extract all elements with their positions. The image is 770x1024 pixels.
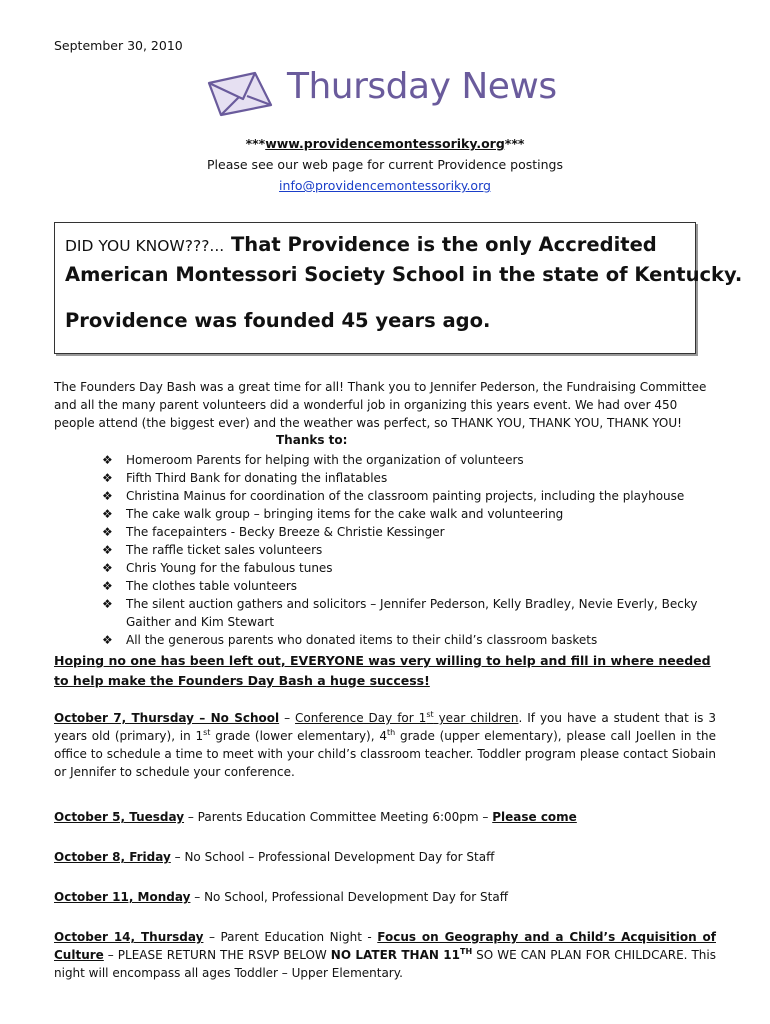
list-item: ❖ The clothes table volunteers [102, 579, 298, 593]
diamond-bullet-icon: ❖ [102, 489, 113, 503]
did-you-know-line1: DID YOU KNOW???... That Providence is the only Accredited [65, 233, 657, 256]
did-you-know-box [54, 222, 743, 354]
website-note: Please see our web page for current Providence postings [207, 157, 563, 172]
diamond-bullet-icon: ❖ [102, 561, 113, 575]
website-line: ***www.providencemontessoriky.org*** [245, 136, 525, 151]
diamond-bullet-icon: ❖ [102, 543, 113, 557]
list-item: ❖ Fifth Third Bank for donating the inflatables [102, 471, 388, 485]
diamond-bullet-icon: ❖ [102, 525, 113, 539]
list-item: ❖ Homeroom Parents for helping with the organization of volunteers [102, 453, 524, 467]
event-oct8: October 8, Friday – No School – Professional Development Day for Staff [54, 850, 495, 864]
diamond-bullet-icon: ❖ [102, 633, 113, 647]
event-oct5: October 5, Tuesday – Parents Education Committee Meeting 6:00pm – Please come [54, 810, 577, 824]
list-item: ❖ The cake walk group – bringing items for the cake walk and volunteering [102, 507, 564, 521]
diamond-bullet-icon: ❖ [102, 507, 113, 521]
diamond-bullet-icon: ❖ [102, 453, 113, 467]
website-link[interactable]: www.providencemontessoriky.org [265, 136, 505, 151]
email-link[interactable]: info@providencemontessoriky.org [279, 178, 491, 193]
list-item: ❖ Chris Young for the fabulous tunes [102, 561, 333, 575]
masthead [203, 66, 583, 122]
list-item: ❖ The raffle ticket sales volunteers [102, 543, 323, 557]
hoping-statement: Hoping no one has been left out, EVERYONE was very willing to help and fill in where needed to help make the Founders Day Bash a huge success! [54, 653, 711, 688]
event-oct7: October 7, Thursday – No School – Conference Day for 1st year children. If you have a student that is 3 years old (primary), in 1st grade (lower elementary), 4th grade (upper elementary), please call Joellen in the office to schedule a time to meet with your child’s classroom teacher. Toddler program please contact Siobain or Jennifer to schedule your conference. [54, 710, 717, 779]
masthead-title: Thursday News [287, 66, 557, 107]
did-you-know-line2: American Montessori Society School in the state of Kentucky. [65, 263, 743, 286]
list-item: ❖ The facepainters - Becky Breeze & Christie Kessinger [102, 525, 445, 539]
bash-paragraph: The Founders Day Bash was a great time for all! Thank you to Jennifer Pederson, the Fundraising Committee and all the many parent volunteers did a wonderful job in organizing this years event. We had over 450 people attend (the biggest ever) and the weather was perfect, so THANK YOU, THANK YOU, THANK YOU! [54, 380, 707, 430]
envelope-icon [203, 69, 277, 117]
list-item: ❖ All the generous parents who donated items to their child’s classroom baskets [102, 633, 598, 647]
event-oct14: October 14, Thursday – Parent Education Night - Focus on Geography and a Child’s Acquisition of Culture – PLEASE RETURN THE RSVP BELOW NO LATER THAN 11TH SO WE CAN PLAN FOR CHILDCARE. This night will encompass all ages Toddler – Upper Elementary. [54, 930, 716, 980]
diamond-bullet-icon: ❖ [102, 597, 113, 611]
list-item: ❖ The silent auction gathers and solicitors – Jennifer Pederson, Kelly Bradley, Nevie Everly, Becky Gaither and Kim Stewart [102, 597, 698, 629]
list-item: ❖ Christina Mainus for coordination of the classroom painting projects, including the playhouse [102, 489, 685, 503]
diamond-bullet-icon: ❖ [102, 579, 113, 593]
newsletter-date: September 30, 2010 [54, 38, 183, 53]
thanks-list [102, 451, 712, 649]
did-you-know-line3: Providence was founded 45 years ago. [65, 309, 491, 332]
diamond-bullet-icon: ❖ [102, 471, 113, 485]
event-oct11: October 11, Monday – No School, Professional Development Day for Staff [54, 890, 508, 904]
thanks-heading: Thanks to: [276, 433, 348, 447]
